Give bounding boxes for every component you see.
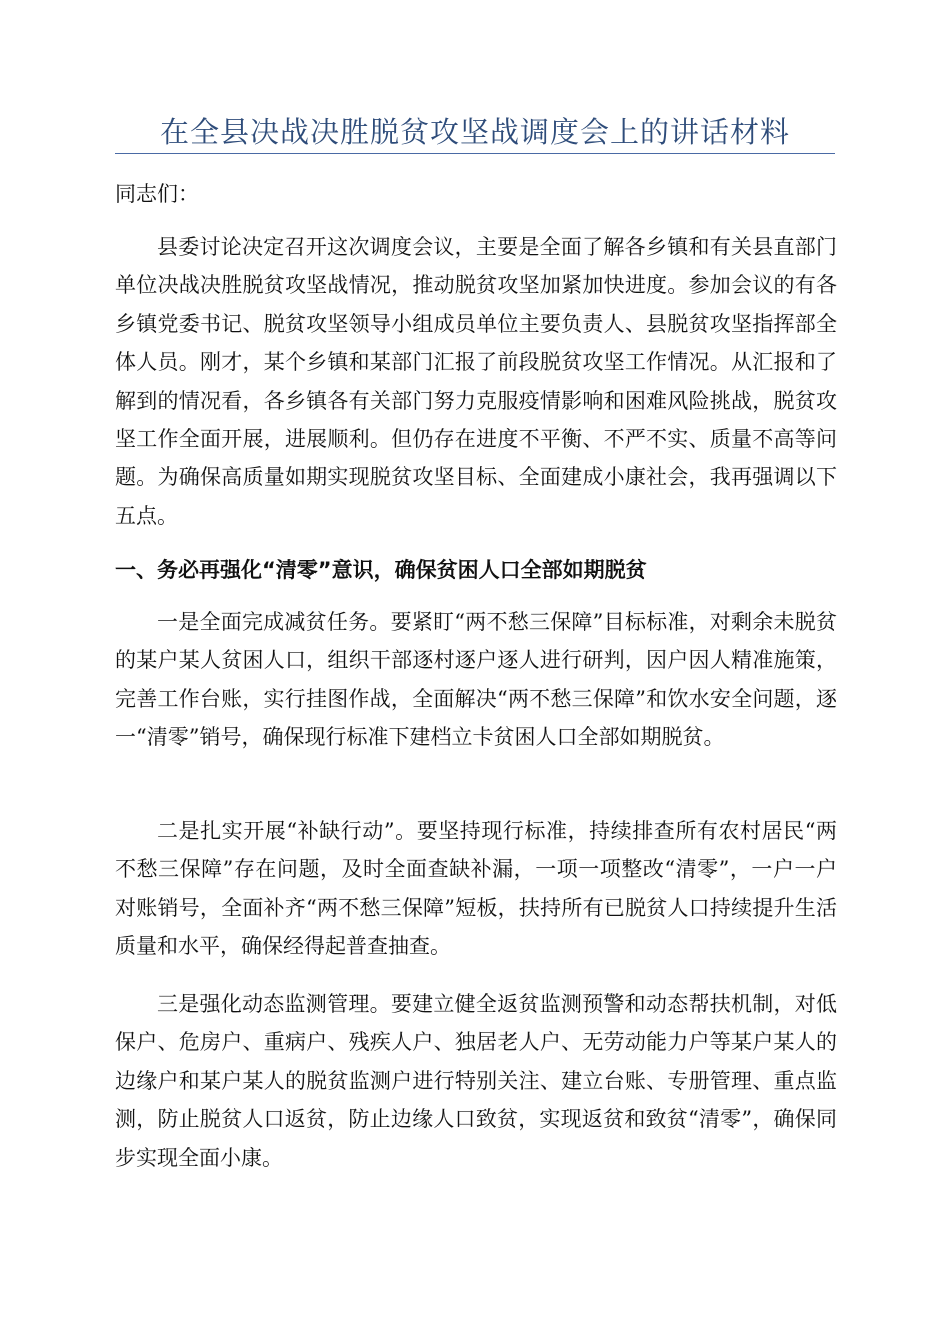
document-title: 在全县决战决胜脱贫攻坚战调度会上的讲话材料 — [159, 115, 790, 149]
paragraph-point-2: 二是扎实开展“补缺行动”。要坚持现行标准，持续排查所有农村居民“两不愁三保障”存在问题，及时全面查缺补漏，一项一项整改“清零”，一户一户对账销号，全面补齐“两不愁三保障”短板，扶持所有已脱贫人口持续提升生活质量和水平，确保经得起普查抽查。 — [115, 819, 837, 959]
paragraph-point-3: 三是强化动态监测管理。要建立健全返贫监测预警和动态帮扶机制，对低保户、危房户、重病户、残疾人户、独居老人户、无劳动能力户等某户某人的边缘户和某户某人的脱贫监测户进行特别关注、建立台账、专册管理、重点监测，防止脱贫人口返贫，防止边缘人口致贫，实现返贫和致贫“清零”，确保同步实现全面小康。 — [115, 992, 837, 1170]
paragraph-point-1: 一是全面完成减贫任务。要紧盯“两不愁三保障”目标标准，对剩余未脱贫的某户某人贫困人口，组织干部逐村逐户逐人进行研判，因户因人精准施策，完善工作台账，实行挂图作战，全面解决“两不愁三保障”和饮水安全问题，逐一“清零”销号，确保现行标准下建档立卡贫困人口全部如期脱贫。 — [115, 610, 837, 750]
salutation: 同志们： — [115, 182, 199, 206]
section-heading-1: 一、务必再强化“清零”意识，确保贫困人口全部如期脱贫 — [115, 558, 647, 582]
intro-paragraph: 县委讨论决定召开这次调度会议，主要是全面了解各乡镇和有关县直部门单位决战决胜脱贫攻坚战情况，推动脱贫攻坚加紧加快进度。参加会议的有各乡镇党委书记、脱贫攻坚领导小组成员单位主要负责人、县脱贫攻坚指挥部全体人员。刚才，某个乡镇和某部门汇报了前段脱贫攻坚工作情况。从汇报和了解到的情况看，各乡镇各有关部门努力克服疫情影响和困难风险挑战，脱贫攻坚工作全面开展，进展顺利。但仍存在进度不平衡、不严不实、质量不高等问题。为确保高质量如期实现脱贫攻坚目标、全面建成小康社会，我再强调以下五点。 — [115, 235, 837, 528]
title-underline — [115, 153, 835, 154]
